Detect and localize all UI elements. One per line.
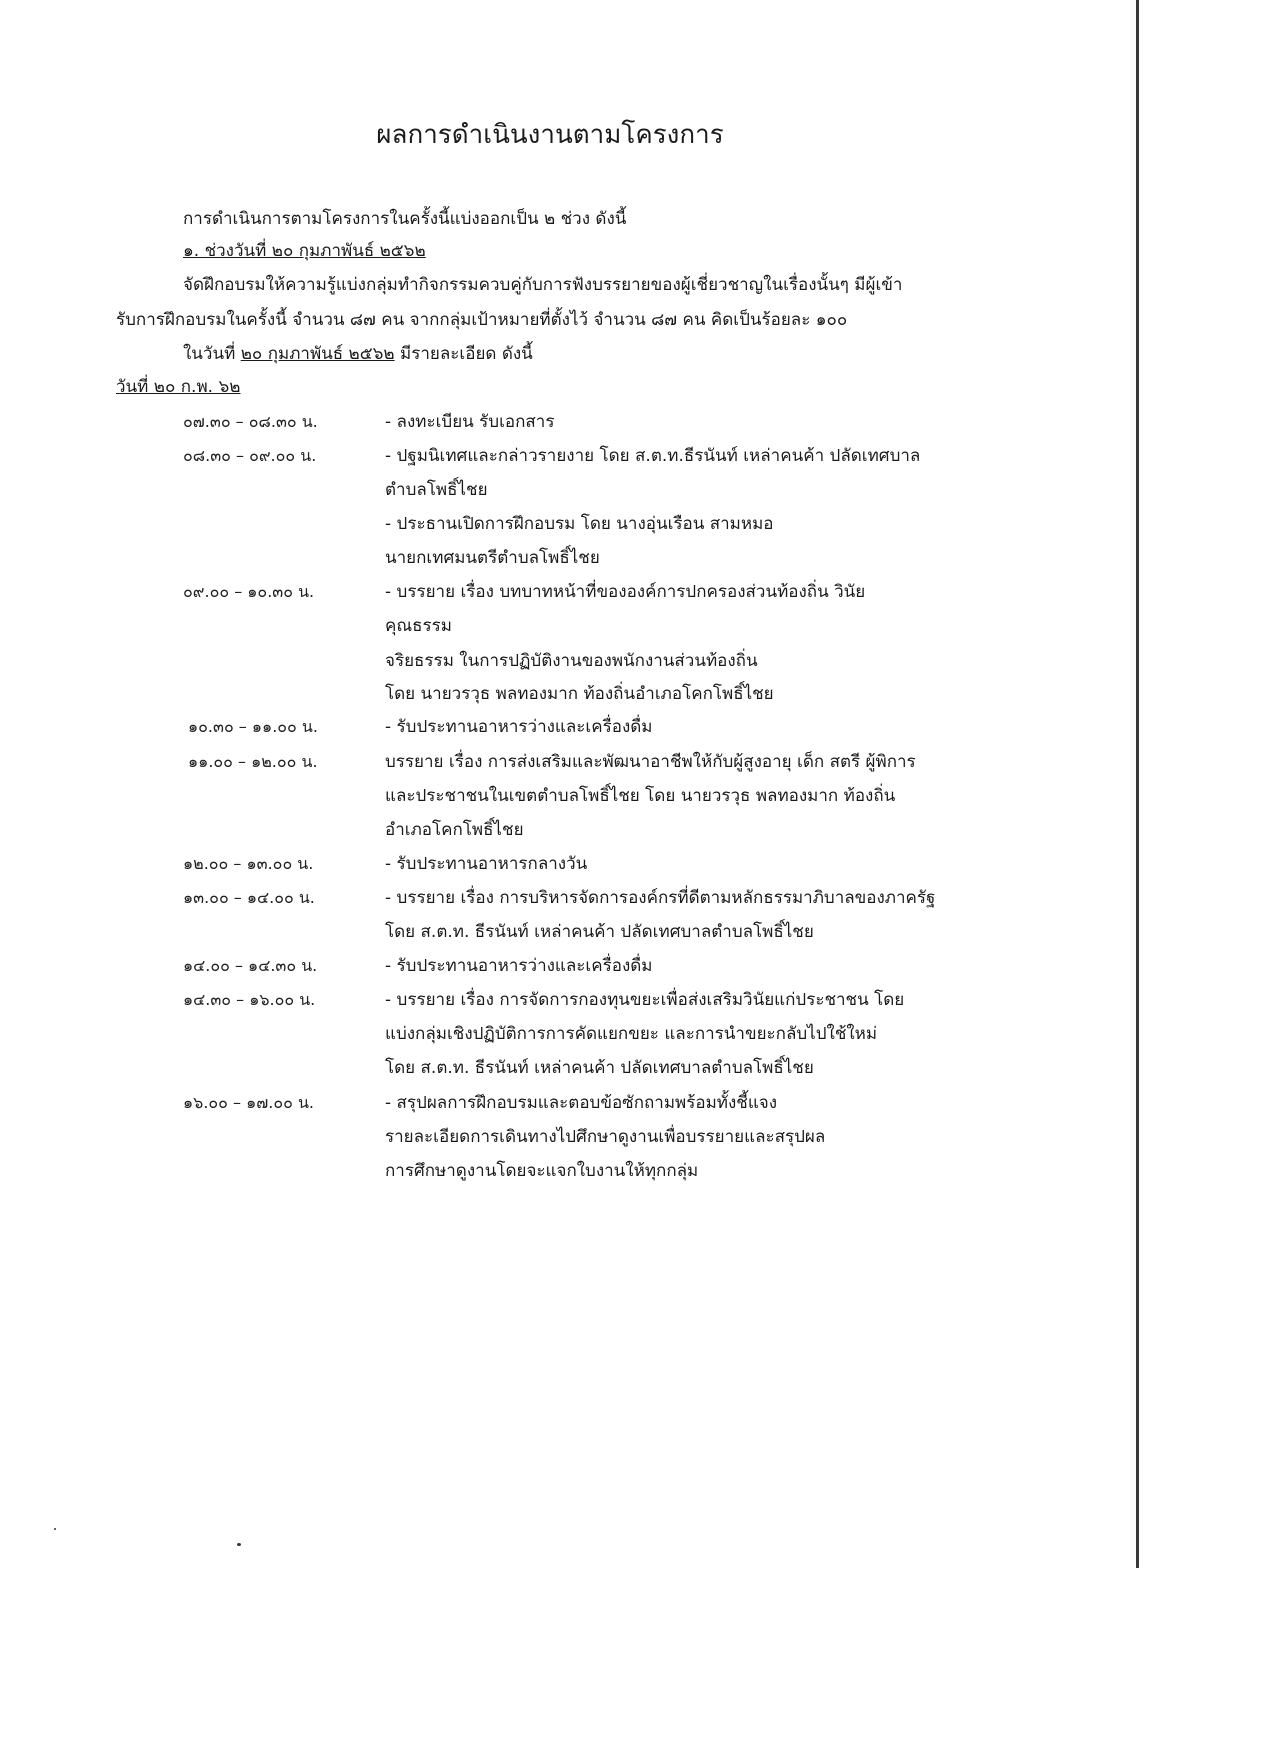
schedule-detail: จริยธรรม ในการปฏิบัติงานของพนักงานส่วนท้องถิ่น <box>385 651 758 671</box>
schedule-time: ๑๒.๐๐ – ๑๓.๐๐ น. <box>183 854 314 873</box>
schedule-detail: - รับประทานอาหารว่างและเครื่องดื่ม <box>385 717 653 737</box>
schedule-detail: - บรรยาย เรื่อง บทบาทหน้าที่ขององค์การปกครองส่วนท้องถิ่น วินัย <box>385 582 866 602</box>
section-heading: ๑. ช่วงวันที่ ๒๐ กุมภาพันธ์ ๒๕๖๒ <box>183 241 426 261</box>
schedule-detail: - ปฐมนิเทศและกล่าวรายงาย โดย ส.ต.ท.ธีรนันท์ เหล่าคนค้า ปลัดเทศบาล <box>385 446 921 466</box>
schedule-time: ๑๔.๐๐ – ๑๔.๓๐ น. <box>183 956 318 975</box>
schedule-detail: และประชาชนในเขตตำบลโพธิ์ไชย โดย นายวรวุธ พลทองมาก ท้องถิ่น <box>385 786 896 806</box>
schedule-detail: คุณธรรม <box>385 616 452 636</box>
schedule-time: ๑๓.๐๐ – ๑๔.๐๐ น. <box>183 888 315 907</box>
date-underlined: ๒๐ กุมภาพันธ์ ๒๕๖๒ <box>240 344 395 364</box>
date-prefix: ในวันที่ <box>183 344 241 364</box>
date-line <box>183 341 533 367</box>
schedule-detail: - รับประทานอาหารกลางวัน <box>385 854 588 874</box>
intro-line: การดำเนินการตามโครงการในครั้งนี้แบ่งออกเป็น ๒ ช่วง ดังนี้ <box>183 209 627 229</box>
schedule-detail: การศึกษาดูงานโดยจะแจกใบงานให้ทุกกลุ่ม <box>385 1161 699 1181</box>
schedule-time: ๑๐.๓๐ – ๑๑.๐๐ น. <box>188 717 318 736</box>
schedule-detail: รายละเอียดการเดินทางไปศึกษาดูงานเพื่อบรรยายและสรุปผล <box>385 1127 826 1147</box>
scan-speck <box>237 1543 241 1546</box>
schedule-time: ๑๔.๓๐ – ๑๖.๐๐ น. <box>183 990 316 1009</box>
schedule-time: ๑๑.๐๐ – ๑๒.๐๐ น. <box>188 752 318 771</box>
day-heading: วันที่ ๒๐ ก.พ. ๖๒ <box>116 377 241 397</box>
schedule-detail: - บรรยาย เรื่อง การจัดการกองทุนขยะเพื่อส่งเสริมวินัยแก่ประชาชน โดย <box>385 990 905 1010</box>
schedule-detail: แบ่งกลุ่มเชิงปฏิบัติการการคัดแยกขยะ และการนำขยะกลับไปใช้ใหม่ <box>385 1024 878 1044</box>
schedule-detail: นายกเทศมนตรีตำบลโพธิ์ไชย <box>385 548 600 568</box>
schedule-detail: - สรุปผลการฝึกอบรมและตอบข้อซักถามพร้อมทั้งชี้แจง <box>385 1093 778 1113</box>
document-title: ผลการดำเนินงานตามโครงการ <box>376 120 724 150</box>
schedule-detail: อำเภอโคกโพธิ์ไชย <box>385 820 524 840</box>
schedule-time: ๐๘.๓๐ – ๐๙.๐๐ น. <box>183 446 317 465</box>
schedule-detail: - บรรยาย เรื่อง การบริหารจัดการองค์กรที่ดีตามหลักธรรมาภิบาลของภาครัฐ <box>385 888 936 908</box>
schedule-time: ๐๗.๓๐ – ๐๘.๓๐ น. <box>183 412 318 431</box>
scan-edge-line <box>1136 0 1139 1568</box>
date-suffix: มีรายละเอียด ดังนี้ <box>394 344 533 364</box>
schedule-detail: - ประธานเปิดการฝึกอบรม โดย นางอุ่นเรือน สามหมอ <box>385 514 774 534</box>
schedule-detail: โดย ส.ต.ท. ธีรนันท์ เหล่าคนค้า ปลัดเทศบาลตำบลโพธิ์ไชย <box>385 1058 814 1078</box>
paragraph-line-2: รับการฝึกอบรมในครั้งนี้ จำนวน ๘๗ คน จากกลุ่มเป้าหมายที่ตั้งไว้ จำนวน ๘๗ คน คิดเป็นร้อยละ ๑๐๐ <box>116 310 848 330</box>
schedule-detail: - รับประทานอาหารว่างและเครื่องดื่ม <box>385 956 653 976</box>
schedule-detail: - ลงทะเบียน รับเอกสาร <box>385 412 555 432</box>
schedule-detail: ตำบลโพธิ์ไชย <box>385 480 488 500</box>
scan-speck <box>54 1528 56 1530</box>
paragraph-line-1: จัดฝึกอบรมให้ความรู้แบ่งกลุ่มทำกิจกรรมควบคู่กับการฟังบรรยายของผู้เชี่ยวชาญในเรื่องนั้นๆ มีผู้เข้า <box>183 275 903 295</box>
schedule-detail: โดย ส.ต.ท. ธีรนันท์ เหล่าคนค้า ปลัดเทศบาลตำบลโพธิ์ไชย <box>385 922 814 942</box>
schedule-detail: โดย นายวรวุธ พลทองมาก ท้องถิ่นอำเภอโคกโพธิ์ไชย <box>385 684 774 704</box>
schedule-time: ๐๙.๐๐ – ๑๐.๓๐ น. <box>183 582 315 601</box>
schedule-detail: บรรยาย เรื่อง การส่งเสริมและพัฒนาอาชีพให้กับผู้สูงอายุ เด็ก สตรี ผู้พิการ <box>385 752 916 772</box>
schedule-time: ๑๖.๐๐ – ๑๗.๐๐ น. <box>183 1093 315 1112</box>
